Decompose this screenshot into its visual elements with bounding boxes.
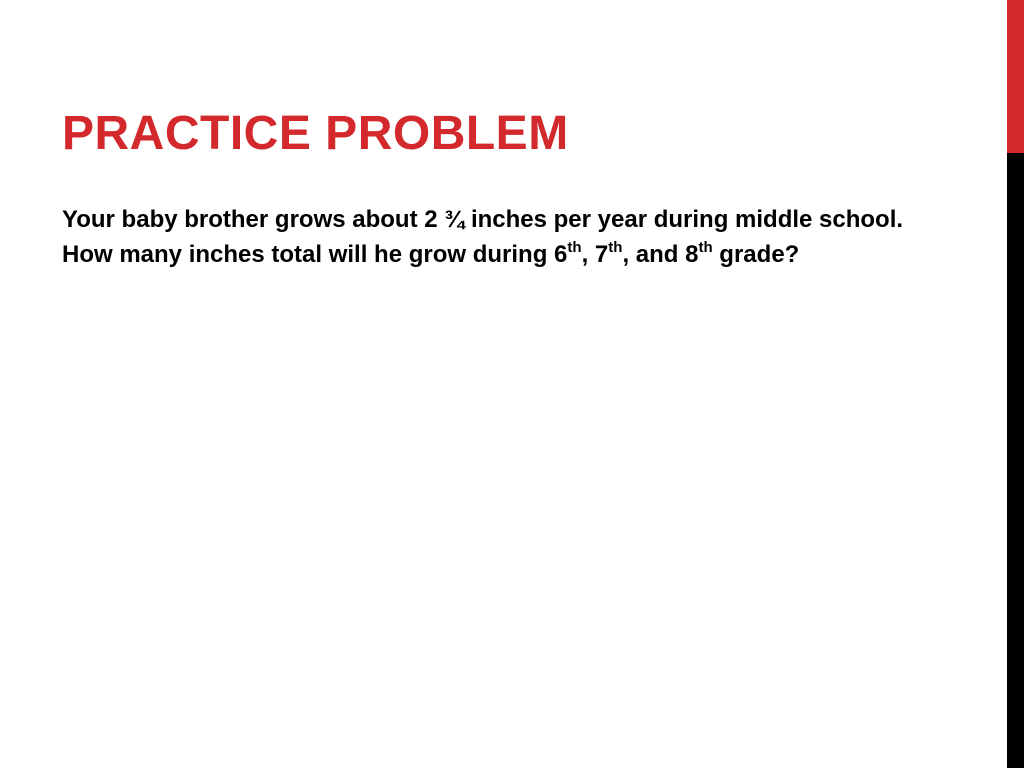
problem-text-part-3: , and 8 (622, 241, 699, 268)
side-bar-accent (1007, 0, 1024, 153)
ordinal-suffix-6th: th (567, 239, 582, 256)
ordinal-suffix-8th: th (698, 239, 713, 256)
slide-title: PRACTICE PROBLEM (62, 107, 569, 160)
problem-text-part-1: Your baby brother grows about 2 ¾ inches per year during middle school. How many inches total will he grow during 6 (62, 206, 904, 268)
side-bar (1007, 0, 1024, 768)
problem-text-part-2: , 7 (581, 241, 609, 268)
problem-text (62, 202, 922, 272)
ordinal-suffix-7th: th (608, 239, 623, 256)
side-bar-dark (1007, 153, 1024, 768)
problem-text-part-4: grade? (712, 241, 800, 268)
